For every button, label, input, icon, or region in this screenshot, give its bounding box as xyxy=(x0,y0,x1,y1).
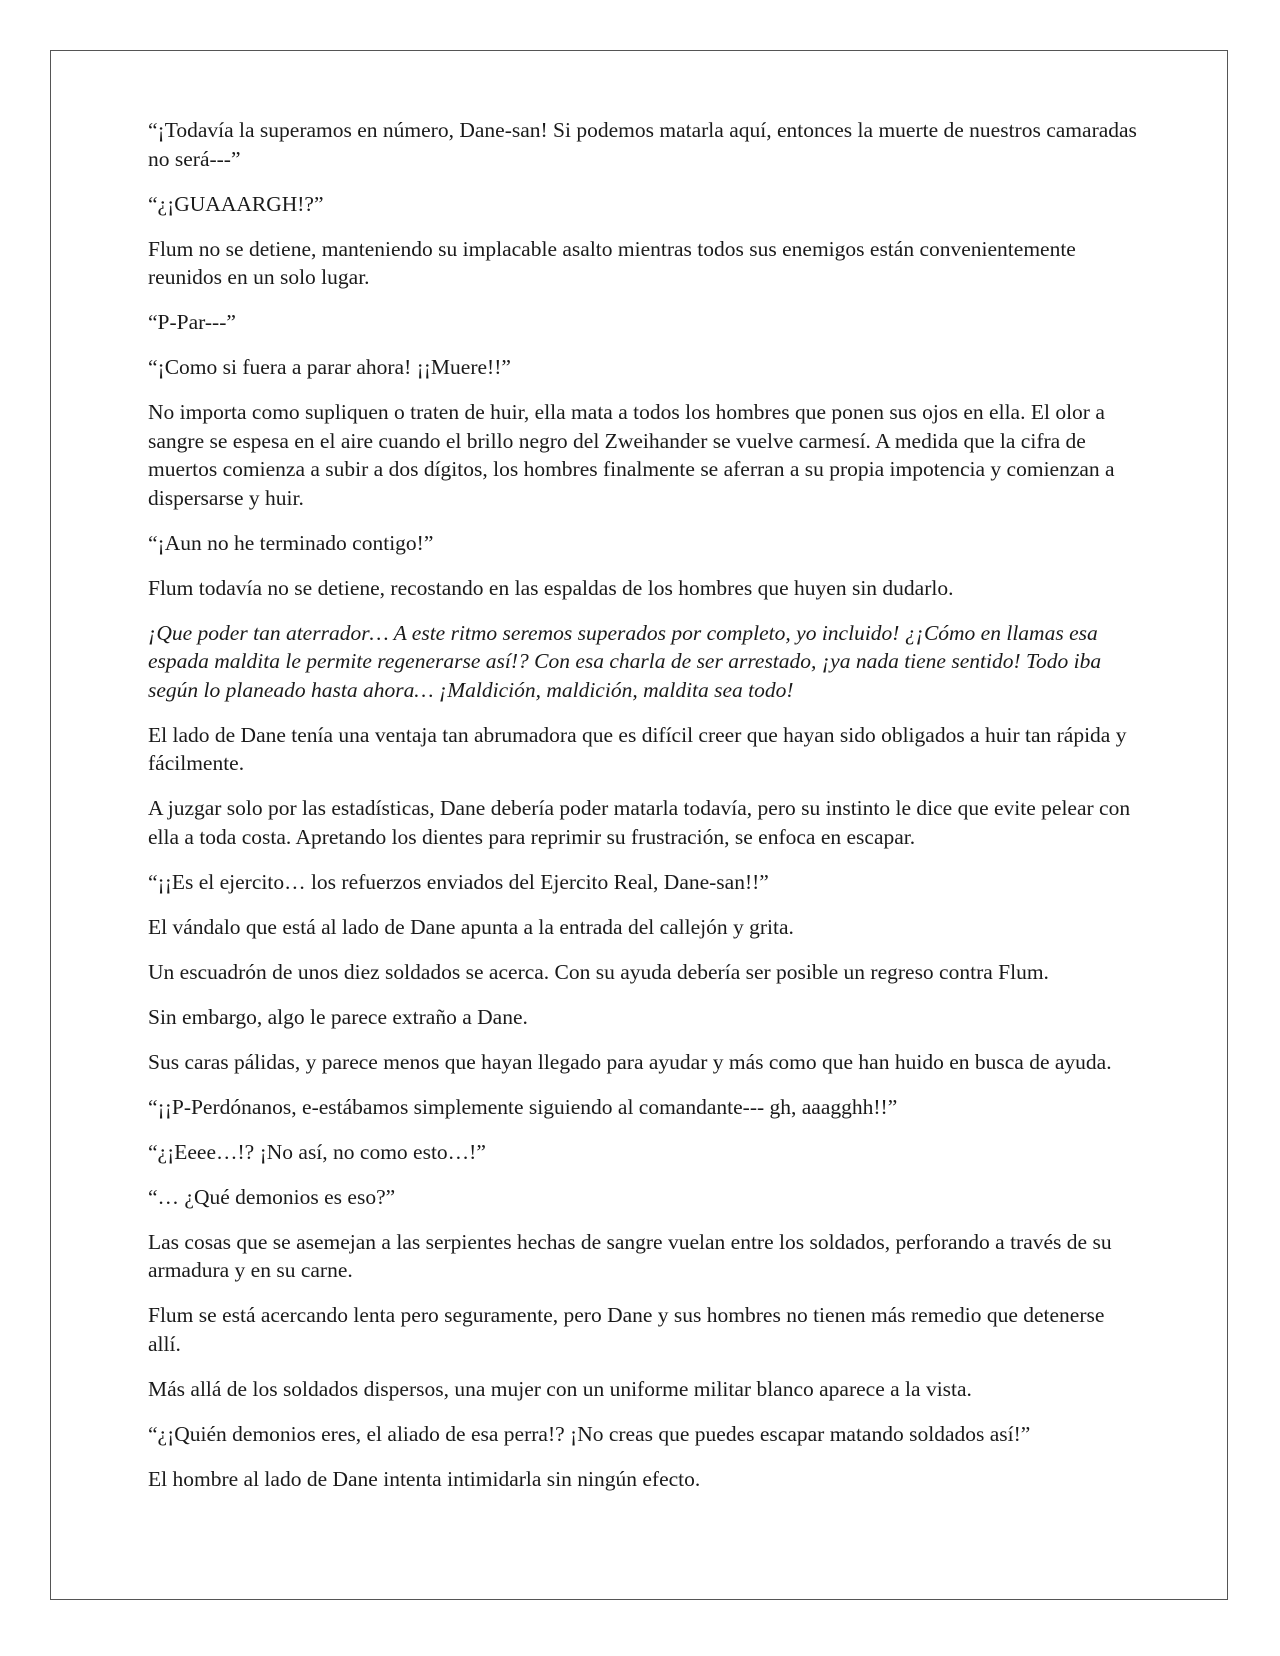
paragraph: “¡Como si fuera a parar ahora! ¡¡Muere!!” xyxy=(148,355,511,379)
paragraph: Un escuadrón de unos diez soldados se acerca. Con su ayuda debería ser posible un regreso contra Flum. xyxy=(148,959,1049,984)
paragraph: Sin embargo, algo le parece extraño a Dane. xyxy=(148,1004,528,1029)
paragraph: “¡¡Es el ejercito… los refuerzos enviados del Ejercito Real, Dane-san!!” xyxy=(148,869,769,894)
document-body xyxy=(148,116,1138,1510)
paragraph: Flum todavía no se detiene, recostando en las espaldas de los hombres que huyen sin dudarlo. xyxy=(148,575,954,600)
paragraph: A juzgar solo por las estadísticas, Dane debería poder matarla todavía, pero su instinto le dice que evite pelear con ella a toda costa. Apretando los dientes para reprimir su frustración, se enfoca en escapar. xyxy=(148,796,1131,849)
paragraph: El hombre al lado de Dane intenta intimidarla sin ningún efecto. xyxy=(148,1466,701,1491)
paragraph: “P-Par---” xyxy=(148,310,236,334)
paragraph: Las cosas que se asemejan a las serpientes hechas de sangre vuelan entre los soldados, perforando a través de su armadura y en su carne. xyxy=(148,1229,1112,1282)
paragraph: El vándalo que está al lado de Dane apunta a la entrada del callejón y grita. xyxy=(148,914,794,939)
paragraph: “¡Todavía la superamos en número, Dane-san! Si podemos matarla aquí, entonces la muerte de nuestros camaradas no será---” xyxy=(148,118,1137,171)
paragraph: El lado de Dane tenía una ventaja tan abrumadora que es difícil creer que hayan sido obligados a huir tan rápida y fácilmente. xyxy=(148,722,1127,775)
paragraph: Flum se está acercando lenta pero seguramente, pero Dane y sus hombres no tienen más remedio que detenerse allí. xyxy=(148,1303,1105,1356)
paragraph: “… ¿Qué demonios es eso?” xyxy=(148,1184,396,1209)
paragraph: Flum no se detiene, manteniendo su implacable asalto mientras todos sus enemigos están convenientemente reunidos en un solo lugar. xyxy=(148,236,1076,289)
paragraph: “¿¡GUAAARGH!?” xyxy=(148,191,324,216)
paragraph: No importa como supliquen o traten de huir, ella mata a todos los hombres que ponen sus ojos en ella. El olor a sangre se espesa en el aire cuando el brillo negro del Zweihander se vuelve carmesí. A medida que la cifra de muertos comienza a subir a dos dígitos, los hombres finalmente se aferran a su propia impotencia y comienzan a dispersarse y huir. xyxy=(148,400,1115,510)
paragraph: “¿¡Eeee…!? ¡No así, no como esto…!” xyxy=(148,1139,486,1164)
paragraph: Sus caras pálidas, y parece menos que hayan llegado para ayudar y más como que han huido en busca de ayuda. xyxy=(148,1049,1112,1074)
paragraph: Más allá de los soldados dispersos, una mujer con un uniforme militar blanco aparece a la vista. xyxy=(148,1376,972,1401)
paragraph: “¿¡Quién demonios eres, el aliado de esa perra!? ¡No creas que puedes escapar matando soldados así!” xyxy=(148,1421,1031,1446)
paragraph: “¡¡P-Perdónanos, e-estábamos simplemente siguiendo al comandante--- gh, aaagghh!!” xyxy=(148,1094,898,1119)
paragraph: “¡Aun no he terminado contigo!” xyxy=(148,530,434,555)
italic-paragraph: ¡Que poder tan aterrador… A este ritmo seremos superados por completo, yo incluido! ¿¡Cómo en llamas esa espada maldita le permite regenerarse así!? Con esa charla de ser arrestado, ¡ya nada tiene sentido! Todo iba según lo planeado hasta ahora… ¡Maldición, maldición, maldita sea todo! xyxy=(148,620,1102,702)
